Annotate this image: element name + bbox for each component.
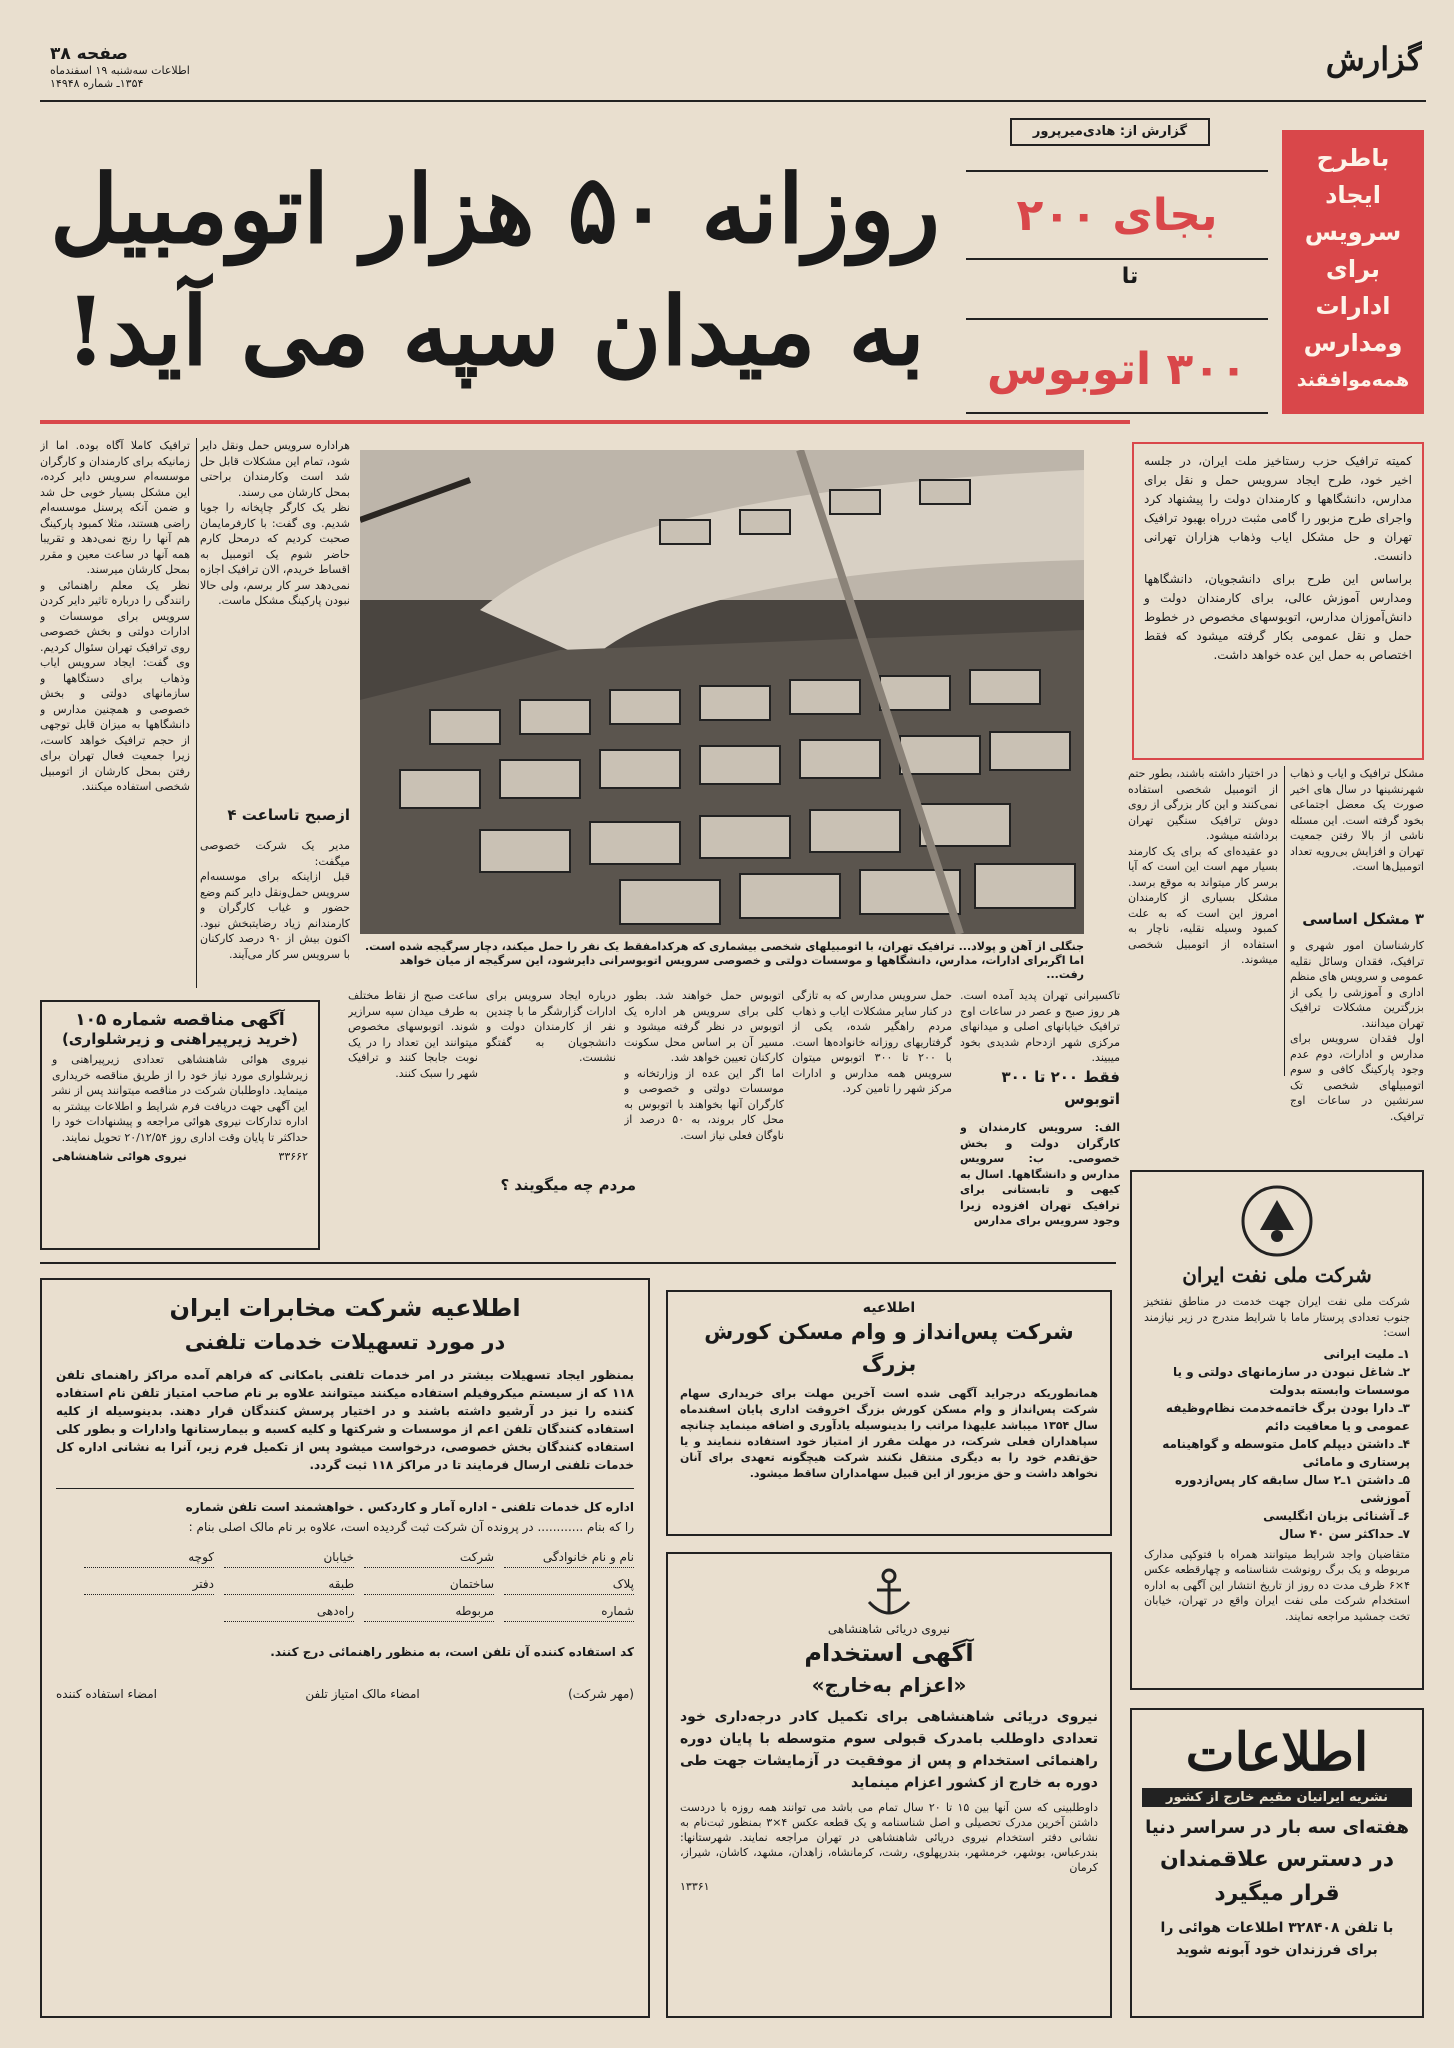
- nioc-logo: [1144, 1182, 1410, 1260]
- red-subhead-word: ادارات: [1315, 292, 1391, 320]
- nioc-requirement: ۷ـ حداکثر سن ۴۰ سال: [1278, 1526, 1410, 1541]
- anchor-icon: [859, 1562, 919, 1622]
- cyrus-ad: [666, 1290, 1112, 1536]
- headline-line2: به میدان سپه می آید!: [65, 277, 925, 387]
- telecom-form: [56, 1488, 634, 1704]
- nioc-ad: [1130, 1170, 1424, 1690]
- red-subhead-word: باطرح: [1316, 144, 1390, 172]
- column-b-subhead: ازصبح تاساعت ۴: [227, 806, 350, 824]
- ettelaat-title: اطلاعات: [1185, 1722, 1369, 1783]
- ettelaat-line1: نشریه ایرانیان مقیم خارج از کشور: [1142, 1788, 1412, 1807]
- nioc-body: شرکت ملی نفت ایران جهت خدمت در مناطق نفتخیز جنوب تعدادی پرستار ماما با شرایط مندرج در زیر نیازمند است:: [1144, 1295, 1410, 1339]
- navy-ad: [666, 1552, 1112, 2018]
- telecom-form-field: طبقه: [224, 1574, 354, 1595]
- lede-paragraph: کمیته ترافیک حزب رستاخیز ملت ایران، در جلسه اخیر خود، طرح ایجاد سرویس حمل و نقل برای مدارس، دانشگاهها و کارمندان دولت را پیشنهاد کرد واجرای طرح مزبور را گامی مثبت درراه بهبود ترافیک تهران و حل مشکل ایاب وذهاب هزاران تهرانی دانست.: [1144, 454, 1412, 563]
- navy-org: نیروی دریائی شاهنشاهی: [827, 1622, 951, 1636]
- telecom-sign-stamp: (مهر شرکت): [568, 1687, 634, 1701]
- column-e-subhead: مردم چه میگویند ؟: [500, 1176, 636, 1194]
- column-d: مشکل ترافیک و ایاب و ذهاب شهرنشینها در سال های اخیر صورت یک معضل اجتماعی بخود گرفته است. این مسئله ناشی از بالا رفتن جمعیت تهران و افزایش بی‌رویه تعداد اتومبیل‌ها است.: [1290, 767, 1424, 873]
- ettelaat-line3: در دسترس علاقمندان: [1159, 1847, 1395, 1872]
- telecom-form-field: خیابان: [224, 1547, 354, 1568]
- telecom-form-field: کوچه: [84, 1547, 214, 1568]
- cyrus-body: همانطوریکه درجراید آگهی شده است آخرین مهلت برای خریداری سهام شرکت پس‌انداز و وام مسکن کورش بزرگ اخروقت اداری پایان اسفندماه سال ۱۳۵۴ میباشد علیهذا مراتب را بدینوسیله یادآوری و اضافه مینماید چنانچه سپاهداران فعلی شرکت، در مهلت مقرر از امتیاز خود استفاده ننمایند و یا حق‌تقدم خود را به دیگری منتقل نکنند شرکت هیچگونه تعهدی برای آنان نخواهد داشت و حق مزبور از این قبیل سهامداران ساقط میشود.: [680, 1387, 1098, 1480]
- masthead-rule: [40, 100, 1426, 102]
- subhead-to: تا: [1121, 264, 1139, 289]
- subhead-300-buses: ۳۰۰ اتوبوس: [987, 344, 1247, 395]
- red-subhead-word: ومدارس: [1303, 329, 1403, 357]
- navy-title: آگهی استخدام: [804, 1639, 974, 1667]
- headline-red-rule: [40, 420, 1130, 424]
- telecom-form-field: ساختمان: [364, 1574, 494, 1595]
- red-subhead-word: سرویس: [1304, 218, 1402, 246]
- column-f: اتوبوس حمل خواهند شد. بطور کلی برای سرویس هر اداره یک اتوبوس در نظر گرفته میشود و مسیر آن بر اساس محل سکونت کارکنان تعیین خواهد شد. اما اگر این عده از وزارتخانه و موسسات دولتی و خصوصی و کارگران آنها بخواهند با اتوبوس به محل کار بروند، به ۵۰ درصد از ناوگان فعلی نیاز است.: [624, 989, 784, 1142]
- column-g-list: الف: سرویس کارمندان و کارگران دولت و بخش خصوصی. ب: سرویس مدارس و دانشگاهها. اسال به کیهی و تابستانی برای ترافیک تهران افزوده زیرا وجود سرویس برای مدارس: [960, 1121, 1120, 1227]
- nioc-requirement: ۲ـ شاغل نبودن در سازمانهای دولتی و یا موسسات وابسته بدولت: [1173, 1364, 1410, 1397]
- tender-title: آگهی مناقصه شماره ۱۰۵: [75, 1010, 285, 1030]
- telecom-form-header: اداره کل خدمات تلفنی - اداره آمار و کاردکس . خواهشمند است تلفن شماره: [185, 1500, 634, 1514]
- ettelaat-line6: برای فرزندان خود آبونه شوید: [1176, 1942, 1378, 1958]
- telecom-form-field: شماره: [504, 1601, 634, 1622]
- ettelaat-line5: با تلفن ۳۲۸۴۰۸ اطلاعات هوائی را: [1160, 1920, 1394, 1936]
- navy-ref: ۱۳۳۶۱: [680, 1880, 710, 1893]
- lede-box: [1132, 442, 1424, 760]
- tender-subtitle: (خرید زیرپیراهنی و زیرشلواری): [61, 1030, 299, 1048]
- telecom-sign-user: امضاء استفاده کننده: [56, 1687, 158, 1701]
- column-b: هراداره سرویس حمل ونقل دایر شود، تمام این مشکلات قابل حل شد است وکارمندان براحتی بمحل کارشان می رسند. نظر یک کارگر چاپخانه را جویا شدیم. وی گفت: با کارفرمایمان صحبت کردیم که درمحل کارم حاضر شوم یک اتومبیل به اقساط خریدم، الان ترافیک اجازه نمی‌دهد سر کار برسم، ولی حالا نبودن پارکینگ مشکل ماست.: [200, 439, 350, 607]
- red-subhead-list: [1282, 140, 1424, 399]
- ettelaat-line2: هفته‌ای سه بار در سراسر دنیا: [1145, 1817, 1409, 1838]
- column-a: ترافیک کاملا آگاه بوده. اما از زمانیکه برای کارمندان و کارگران موسسه‌ام سرویس دایر کرده، این مشکل بسیار خوبی حل شد و ضمن آنکه پرسنل موسسه‌ام راضی هستند، مثلا کمبود پارکینگ هم آنها را رنج نمی‌دهد و تقریبا همه آنها در ساعت معین و مقرر بمحل کارشان میرسند. نظر یک معلم راهنمائی و رانندگی را درباره تاثیر دایر کردن سرویس برای موسسات و ادارات دولتی و بخش خصوصی روی ترافیک تهران سئوال کردیم. وی گفت: ایجاد سرویس ایاب وذهاب برای دستگاهها و سازمانهای دولتی و بخش خصوصی و همچنین مدارس و دانشگاهها به میزان قابل توجهی از حجم ترافیک خواهد کاست، زیرا جمعیت فعال تهران برای رفتن بمحل کارشان از اتومبیل شخصی استفاده میکنند.: [40, 439, 190, 793]
- navy-body-details: داوطلبینی که سن آنها بین ۱۵ تا ۲۰ سال تمام می باشد می توانند همه روزه با دردست داشتن آخرین مدرک تحصیلی و اصل شناسنامه و یک قطعه عکس ۴×۳ بمنظور ثبت‌نام به نشانی دفتر استخدام نیروی دریائی شاهنشاهی در تهران مراجعه نمایند. شهرستانها: بندرعباس، بوشهر، خرمشهر، بندرپهلوی، رشت، کرمانشاه، زاهدان، مشهد، کاشان، شیراز، کرمان: [680, 1801, 1099, 1874]
- telecom-form-field: نام و نام خانوادگی: [504, 1547, 634, 1568]
- lede-paragraph: براساس این طرح برای دانشجویان، دانشگاهها ومدارس آموزش عالی، برای کارمندان دولت و دانش‌آموزان مدارس، اتوبوسهای مخصوص در خطوط حمل و نقل عمومی بکار گرفته میشود که فقط اختصاص به حمل این عده خواهد داشت.: [1144, 572, 1412, 662]
- telecom-subtitle: در مورد تسهیلات خدمات تلفنی: [184, 1330, 506, 1354]
- red-subhead-word: ایجاد: [1325, 181, 1381, 209]
- navy-body-intro: نیروی دریائی شاهنشاهی برای تکمیل کادر درجه‌داری خود تعدادی داوطلب بامدرک قبولی سوم متوسطه با پایان دوره راهنمائی استخدام و پس از موفقیت در آزمایشات جهت طی دوره به خارج از کشور اعزام مینماید: [680, 1709, 1098, 1791]
- telecom-form-field: راه‌دهی: [224, 1601, 354, 1622]
- red-subhead-box: [1282, 130, 1424, 414]
- photo-caption: جنگلی از آهن و پولاد... ترافیک تهران، با اتومبیلهای شخصی بیشماری که هرکدامفقط یک نفر را حمل میکند، دچار سرگیجه شده است. اما اگربرای ادارات، مدارس، دانشگاهها و موسسات دولتی و خصوصی سرویس اتوبوسرانی دایرشود، این سرگیجه از میان خواهد رفت...: [365, 940, 1084, 981]
- nioc-requirements: [1144, 1345, 1410, 1543]
- telecom-form-footer: کد استفاده کننده آن تلفن است، به منظور راهنمائی درج کنند.: [270, 1645, 634, 1659]
- telecom-title: اطلاعیه شرکت مخابرات ایران: [169, 1294, 521, 1322]
- nioc-name: شرکت ملی نفت ایران: [1182, 1263, 1372, 1287]
- telecom-form-line: را که بنام ............ در پرونده آن شرکت ثبت گردیده است، علاوه بر نام مالک اصلی بنام :: [188, 1520, 634, 1534]
- column-d-continued: کارشناسان امور شهری و ترافیک، فقدان وسائل نقلیه عمومی و سرویس های منظم اداری و آموزشی را یکی از بزرگترین مشکلات ترافیک تهران میدانند. اول فقدان سرویس برای مدارس و ادارات، دوم عدم وجود پارکینگ کافی و سوم اتومبیلهای شخصی تک سرنشین در ساعات اوج ترافیک.: [1290, 939, 1424, 1123]
- telecom-ad: [40, 1278, 650, 2018]
- page-number: صفحه ۳۸: [50, 44, 128, 64]
- nioc-footer: متقاضیان واجد شرایط میتوانند همراه با فتوکپی مدارک مربوطه و یک برگ رونوشت شناسنامه و چهارقطعه عکس ۴×۶ ظرف مدت ده روز از تاریخ انتشار این آگهی به اداره استخدام شرکت ملی نفت ایران واقع در تهران، خیابان تخت جمشید مراجعه نمایند.: [1144, 1547, 1410, 1623]
- column-g: تاکسیرانی تهران پدید آمده است. هر روز صبح و عصر در ساعات اوج ترافیک خیابانهای اصلی و میدانهای مرکزی شهر ازدحام شدیدی بخود میبیند.: [960, 989, 1120, 1064]
- telecom-form-field: مربوطه: [364, 1601, 494, 1622]
- oil-company-logo-icon: [1238, 1182, 1316, 1260]
- column-b-continued: مدیر یک شرکت خصوصی میگفت: قبل ازاینکه برای موسسه‌ام سرویس حمل‌ونقل دایر کنم وضع حضور و غیاب کارگران و کارمندانم زیاد رضایتبخش نبود. اکنون بیش از ۹۰ درصد کارکنان با سرویس سر کار می‌آیند.: [200, 839, 350, 961]
- nioc-requirement: ۴ـ داشتن دیپلم کامل متوسطه و گواهینامه پرستاری و مامائی: [1162, 1436, 1410, 1469]
- tender-signature: نیروی هوائی شاهنشاهی: [52, 1150, 187, 1163]
- nioc-requirement: ۶ـ آشنائی بزبان انگلیسی: [1263, 1508, 1410, 1523]
- nioc-requirement: ۱ـ ملیت ایرانی: [1323, 1346, 1410, 1361]
- column-e: ساعت صبح از نقاط مختلف به طرف میدان سپه سرازیر شوند. اتوبوسهای مخصوص میتوانند این تعداد را در یک نوبت جابجا کنند و ترافیک شهر را سبک کنند.: [348, 989, 478, 1080]
- telecom-form-field: پلاک: [504, 1574, 634, 1595]
- navy-emblem: [680, 1562, 1098, 1622]
- cyrus-title: شرکت پس‌انداز و وام مسکن کورش بزرگ: [704, 1320, 1074, 1376]
- tender-body: نیروی هوائی شاهنشاهی تعدادی زیرپیراهنی و زیرشلواری مورد نیاز خود را از طریق مناقصه خریداری مینماید. داوطلبان شرکت در مناقصه میتوانند پس از نشر این آگهی جهت دریافت فرم شرایط و اطلاعات بیشتر به اداره تدارکات نیروی هوائی مراجعه و پیشنهادات خود را حداکثر تا پایان وقت اداری روز ۲۰/۱۲/۵۴ تحویل نمایند.: [52, 1053, 308, 1144]
- column-e2: درباره ایجاد سرویس برای ادارات گزارشگر ما با چندین نفر از کارمندان دولت و دانشجویان به گفتگو نشست.: [486, 989, 616, 1064]
- ettelaat-line4: قرار میگیرد: [1214, 1881, 1340, 1906]
- subhead-instead-of-200: بجای ۲۰۰: [1016, 190, 1218, 241]
- tender-ad: [40, 1000, 320, 1250]
- issue-number: ۱۳۵۴ـ شماره ۱۴۹۴۸: [50, 77, 144, 90]
- telecom-form-field: شرکت: [364, 1547, 494, 1568]
- tender-ref: ۳۳۶۶۲: [278, 1150, 308, 1163]
- red-subhead-word: همه‌موافقند: [1296, 369, 1410, 391]
- column-g-subhead: فقط ۲۰۰ تا ۳۰۰ اتوبوس: [1001, 1068, 1120, 1108]
- telecom-form-field: دفتر: [84, 1574, 214, 1595]
- ettelaat-ad: [1130, 1708, 1424, 2018]
- reporter-box: گزارش از: هادی‌میرپرور: [1010, 118, 1210, 146]
- nioc-requirement: ۳ـ دارا بودن برگ خاتمه‌خدمت نظام‌وظیفه عمومی و یا معافیت دائم: [1165, 1400, 1410, 1433]
- cyrus-label: اطلاعیه: [862, 1300, 916, 1316]
- navy-subtitle: «اعزام به‌خارج»: [811, 1673, 967, 1697]
- section-title: گزارش: [1325, 40, 1422, 78]
- column-d-subhead: ۳ مشکل اساسی: [1302, 910, 1424, 928]
- issue-date: اطلاعات سه‌شنبه ۱۹ اسفندماه: [50, 64, 190, 77]
- red-subhead-word: برای: [1325, 255, 1381, 283]
- nioc-requirement: ۵ـ داشتن ۱ـ۲ سال سابقه کار پس‌ازدوره آموزشی: [1175, 1472, 1410, 1505]
- column-c: در اختیار داشته باشند، بطور حتم از اتومبیل شخصی استفاده نمی‌کنند و این کار بزرگی از روی دوش ترافیک سنگین تهران برداشته میشود. دو عقیده‌ای که برای یک کارمند بسیار مهم است این است که آیا برسر کار میتواند به موقع برسد. مشکل بسیاری از کارمندان امروز این است که به علت کمبود وسیله نقلیه، ناچار به استفاده از اتومبیل شخصی میشوند.: [1128, 767, 1278, 966]
- traffic-photo: [360, 450, 1084, 934]
- traffic-photo-illustration: [360, 450, 1084, 934]
- telecom-body: بمنظور ایجاد تسهیلات بیشتر در امر خدمات تلفنی بامکانی که فراهم آمده مراکز راهنمای تلفن ۱۱۸ که از سیستم میکروفیلم استفاده میکنند میتوانند علاوه بر نام صاحب امتیاز تلفن نام استفاده کننده را نیز در آرشیو داشته باشند و در اختیار پرسش کنندگان قرار دهند. بدینوسیله از کلیه استفاده کنندگان تلفن اعم از موسسات و شرکتها و کلیه کسبه و بیمارستانها وادارات و بطور کلی استفاده کنندگان بخش خصوصی، درخواست میشود پس از تکمیل فرم زیر، آنرا به نشانی اداره کل خدمات تلفنی ارسال فرمایند تا در مراکز ۱۱۸ ثبت گردد.: [56, 1368, 634, 1472]
- column-g-continued: حمل سرویس مدارس که به تازگی در کنار سایر مشکلات ایاب و ذهاب مردم راهگیر شده، یکی از گرفتاریهای روزانه خانواده‌ها است. با ۲۰۰ تا ۳۰۰ اتوبوس میتوان سرویس همه مدارس و ادارات مرکز شهر را تامین کرد.: [792, 989, 952, 1095]
- headline-line1: روزانه ۵۰ هزار اتومبیل: [49, 155, 941, 265]
- issue-info: [50, 44, 270, 108]
- telecom-sign-owner: امضاء مالک امتیاز تلفن: [305, 1687, 420, 1701]
